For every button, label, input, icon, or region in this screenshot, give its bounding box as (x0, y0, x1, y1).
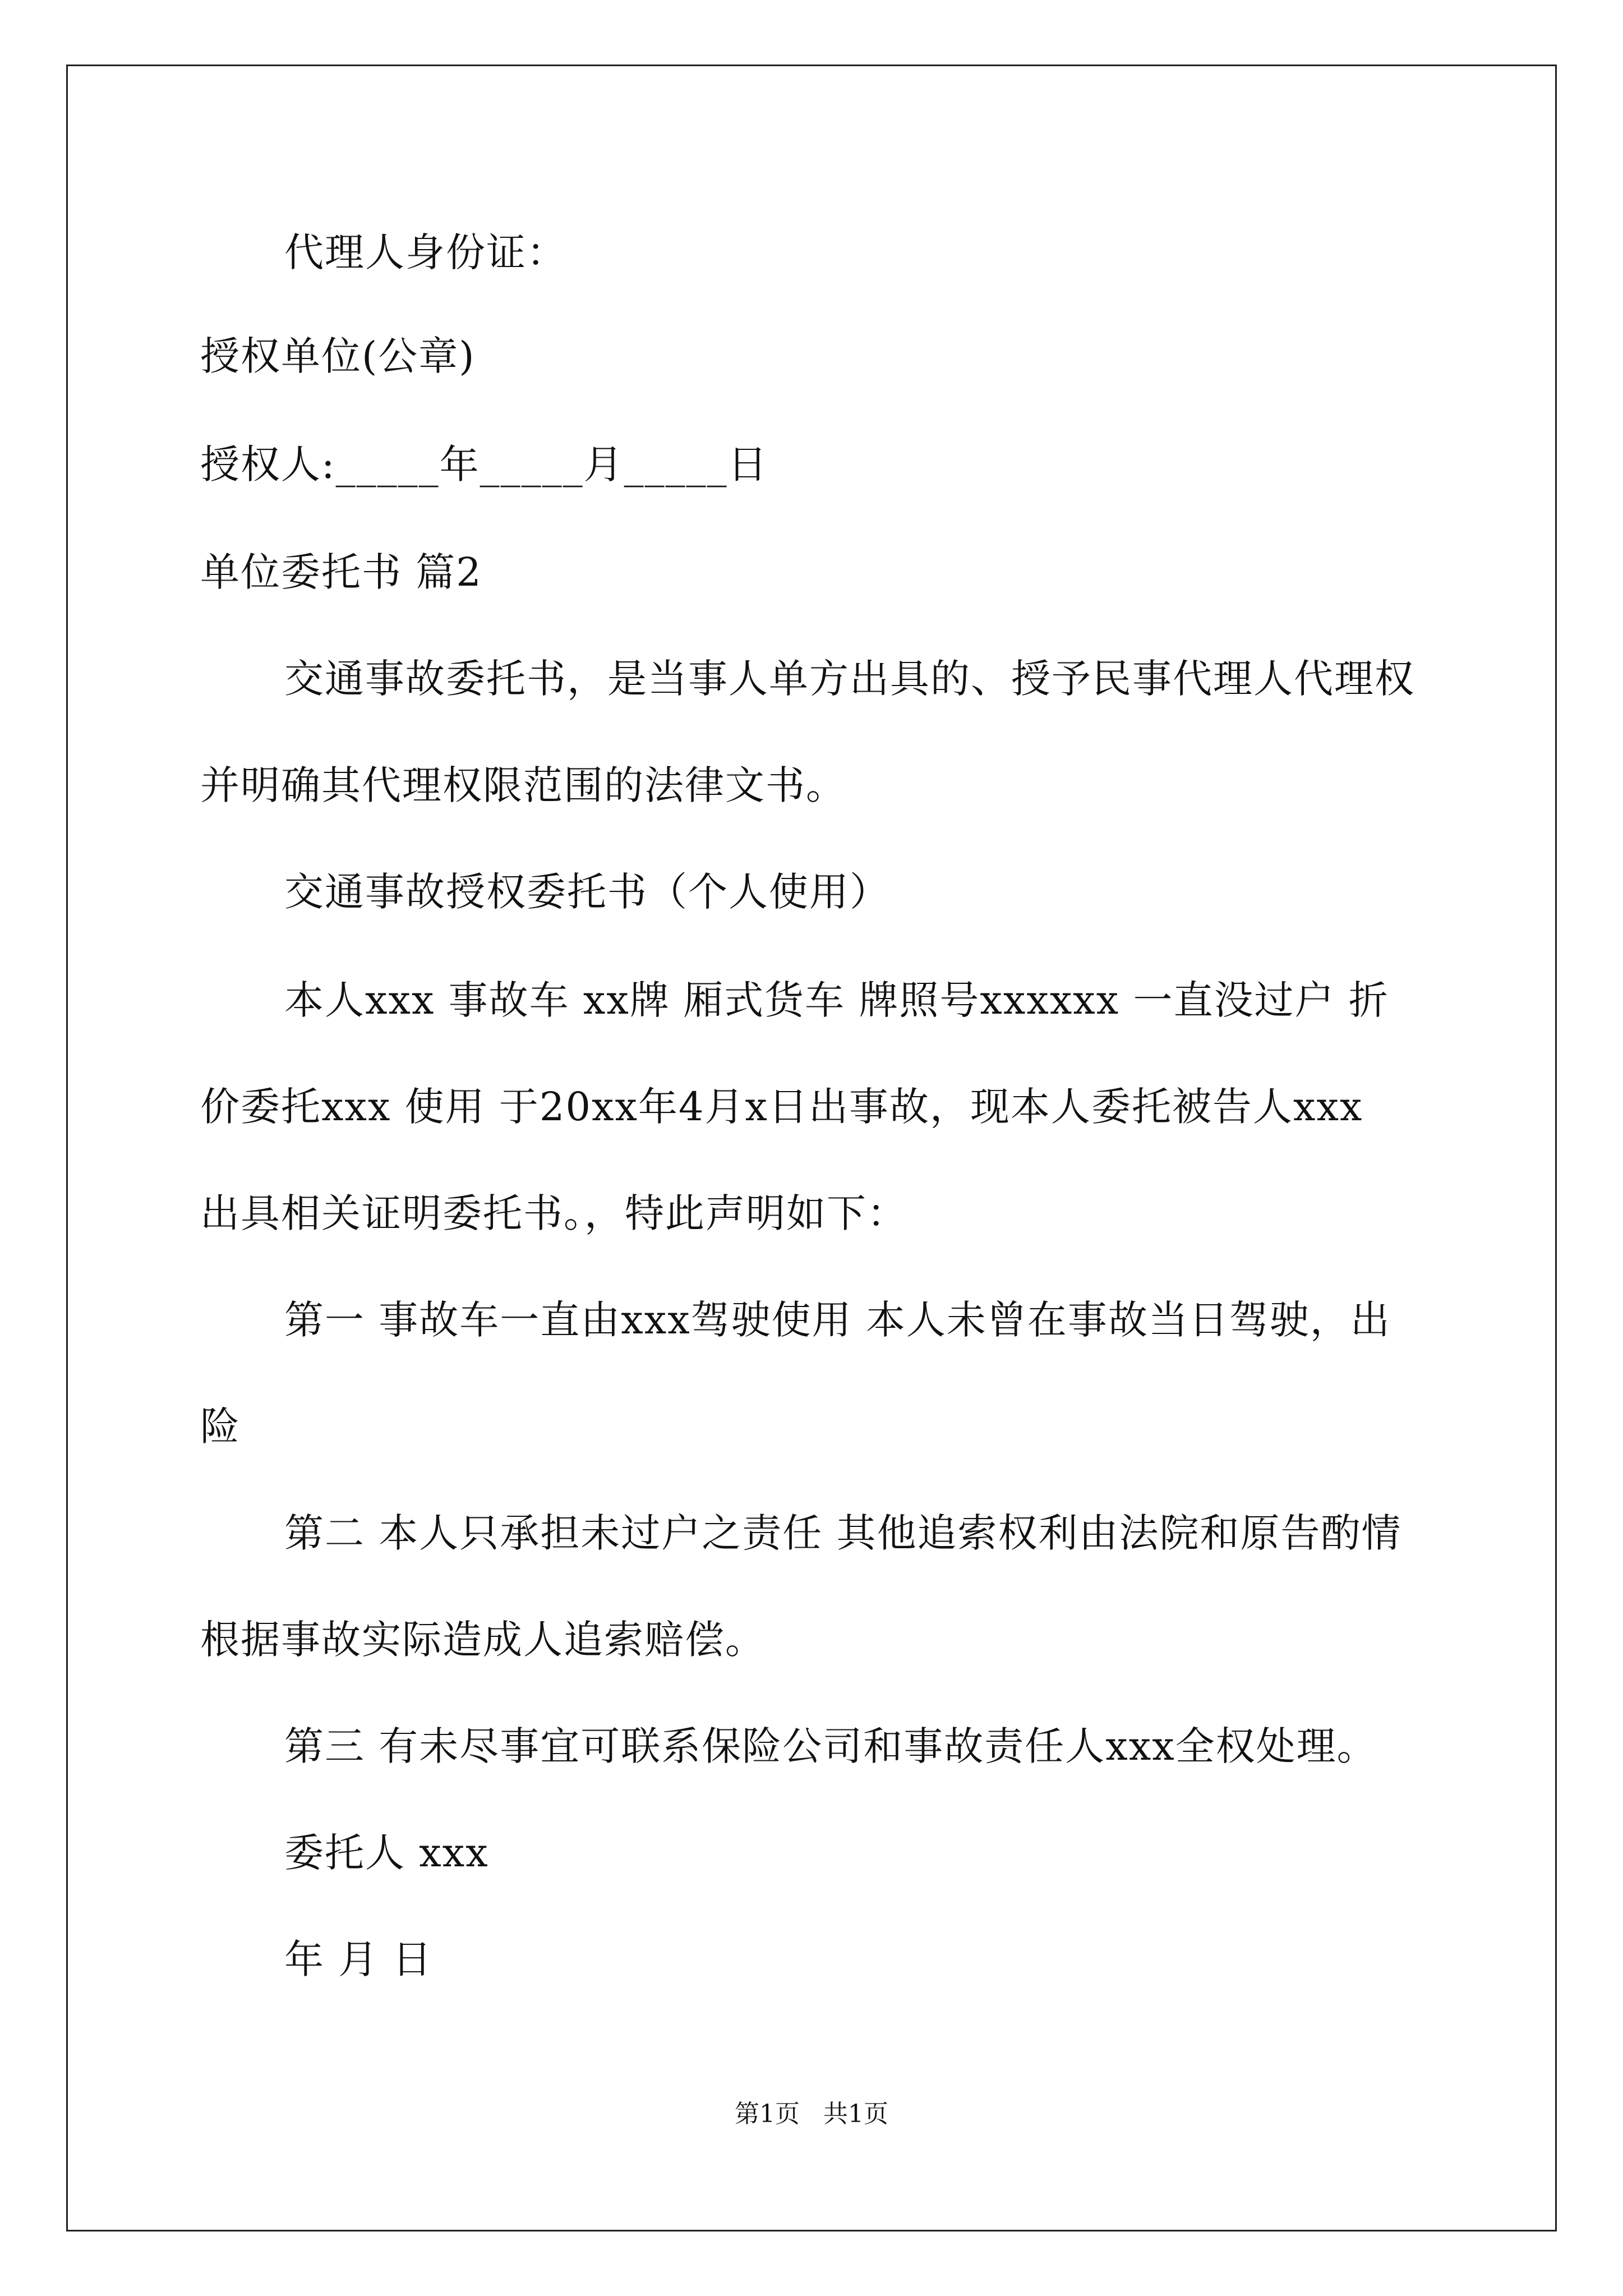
subheading: 交通事故授权委托书（个人使用） (284, 869, 890, 915)
clause-second-continued: 根据事故实际造成人追索赔偿。 (200, 1617, 766, 1663)
clause-first: 第一 事故车一直由xxx驾驶使用 本人未曾在事故当日驾驶，出 (284, 1297, 1391, 1343)
page-border (66, 65, 1557, 2231)
paragraph-line: 本人xxx 事故车 xx牌 厢式货车 牌照号xxxxxx 一直没过户 折 (284, 977, 1389, 1023)
paragraph-line: 价委托xxx 使用 于20xx年4月x日出事故，现本人委托被告人xxx (200, 1084, 1363, 1130)
paragraph-line: 并明确其代理权限范围的法律文书。 (200, 762, 846, 808)
principal-line: 委托人 xxx (284, 1830, 489, 1876)
page-footer: 第1页 共1页 (735, 2100, 888, 2128)
section-heading: 单位委托书 篇2 (200, 549, 482, 595)
paragraph-line: 出具相关证明委托书。，特此声明如下： (200, 1190, 907, 1236)
paragraph-line: 交通事故委托书，是当事人单方出具的、授予民事代理人代理权 (284, 656, 1415, 702)
authorizing-unit-line: 授权单位(公章) (200, 333, 476, 379)
authorizer-date-line: 授权人:_____年_____月_____日 (200, 441, 768, 487)
date-line: 年 月 日 (284, 1936, 433, 1982)
clause-second: 第二 本人只承担未过户之责任 其他追索权利由法院和原告酌情 (284, 1510, 1402, 1556)
clause-third: 第三 有未尽事宜可联系保险公司和事故责任人xxx全权处理。 (284, 1723, 1377, 1769)
agent-id-line: 代理人身份证： (284, 229, 567, 275)
clause-first-continued: 险 (200, 1404, 241, 1450)
